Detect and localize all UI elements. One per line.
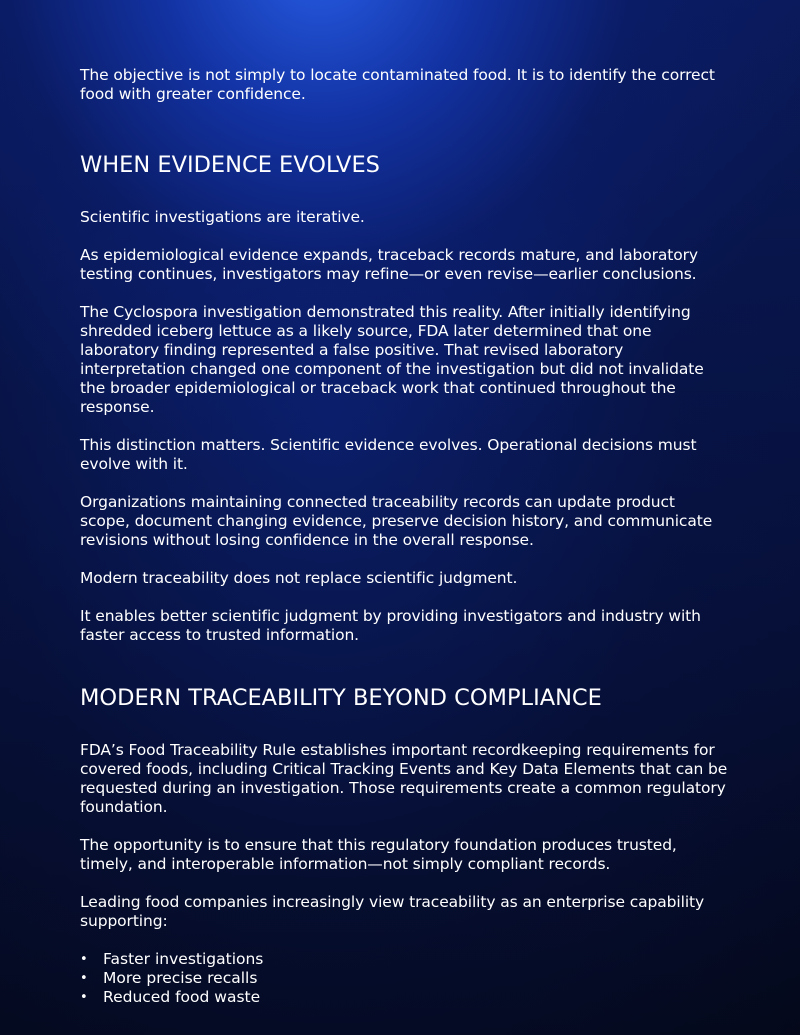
section-heading-when-evidence-evolves: WHEN EVIDENCE EVOLVES [80,152,380,178]
body-paragraph: Leading food companies increasingly view traceability as an enterprise capability supporting: [80,893,705,930]
intro-paragraph: The objective is not simply to locate contaminated food. It is to identify the correct food with greater confidence. [80,66,715,103]
capability-bullet-list [80,950,728,1007]
body-paragraph: The Cyclospora investigation demonstrated this reality. After initially identifying shredded iceberg lettuce as a likely source, FDA later determined that one laboratory finding represented a false positive. That revised laboratory interpretation changed one component of the investigation but did not invalidate the broader epidemiological or traceback work that continued throughout the response. [80,303,704,416]
body-paragraph: Modern traceability does not replace scientific judgment. [80,569,518,587]
section-heading-modern-traceability: MODERN TRACEABILITY BEYOND COMPLIANCE [80,685,602,711]
list-item: • More precise recalls [80,969,728,988]
body-paragraph: It enables better scientific judgment by providing investigators and industry with faster access to trusted information. [80,607,701,644]
list-item: • Faster investigations [80,950,728,969]
document-page [80,66,728,1007]
body-paragraph: The opportunity is to ensure that this regulatory foundation produces trusted, timely, and interoperable information—not simply compliant records. [80,836,677,873]
list-item: • Reduced food waste [80,988,728,1007]
body-paragraph: Organizations maintaining connected traceability records can update product scope, document changing evidence, preserve decision history, and communicate revisions without losing confidence in the overall response. [80,493,713,549]
body-paragraph: FDA’s Food Traceability Rule establishes important recordkeeping requirements for covered foods, including Critical Tracking Events and Key Data Elements that can be requested during an investigation. Those requirements create a common regulatory foundation. [80,741,728,816]
body-paragraph: This distinction matters. Scientific evidence evolves. Operational decisions must evolve with it. [80,436,697,473]
body-paragraph: Scientific investigations are iterative. [80,208,365,226]
body-paragraph: As epidemiological evidence expands, traceback records mature, and laboratory testing continues, investigators may refine—or even revise—earlier conclusions. [80,246,698,283]
